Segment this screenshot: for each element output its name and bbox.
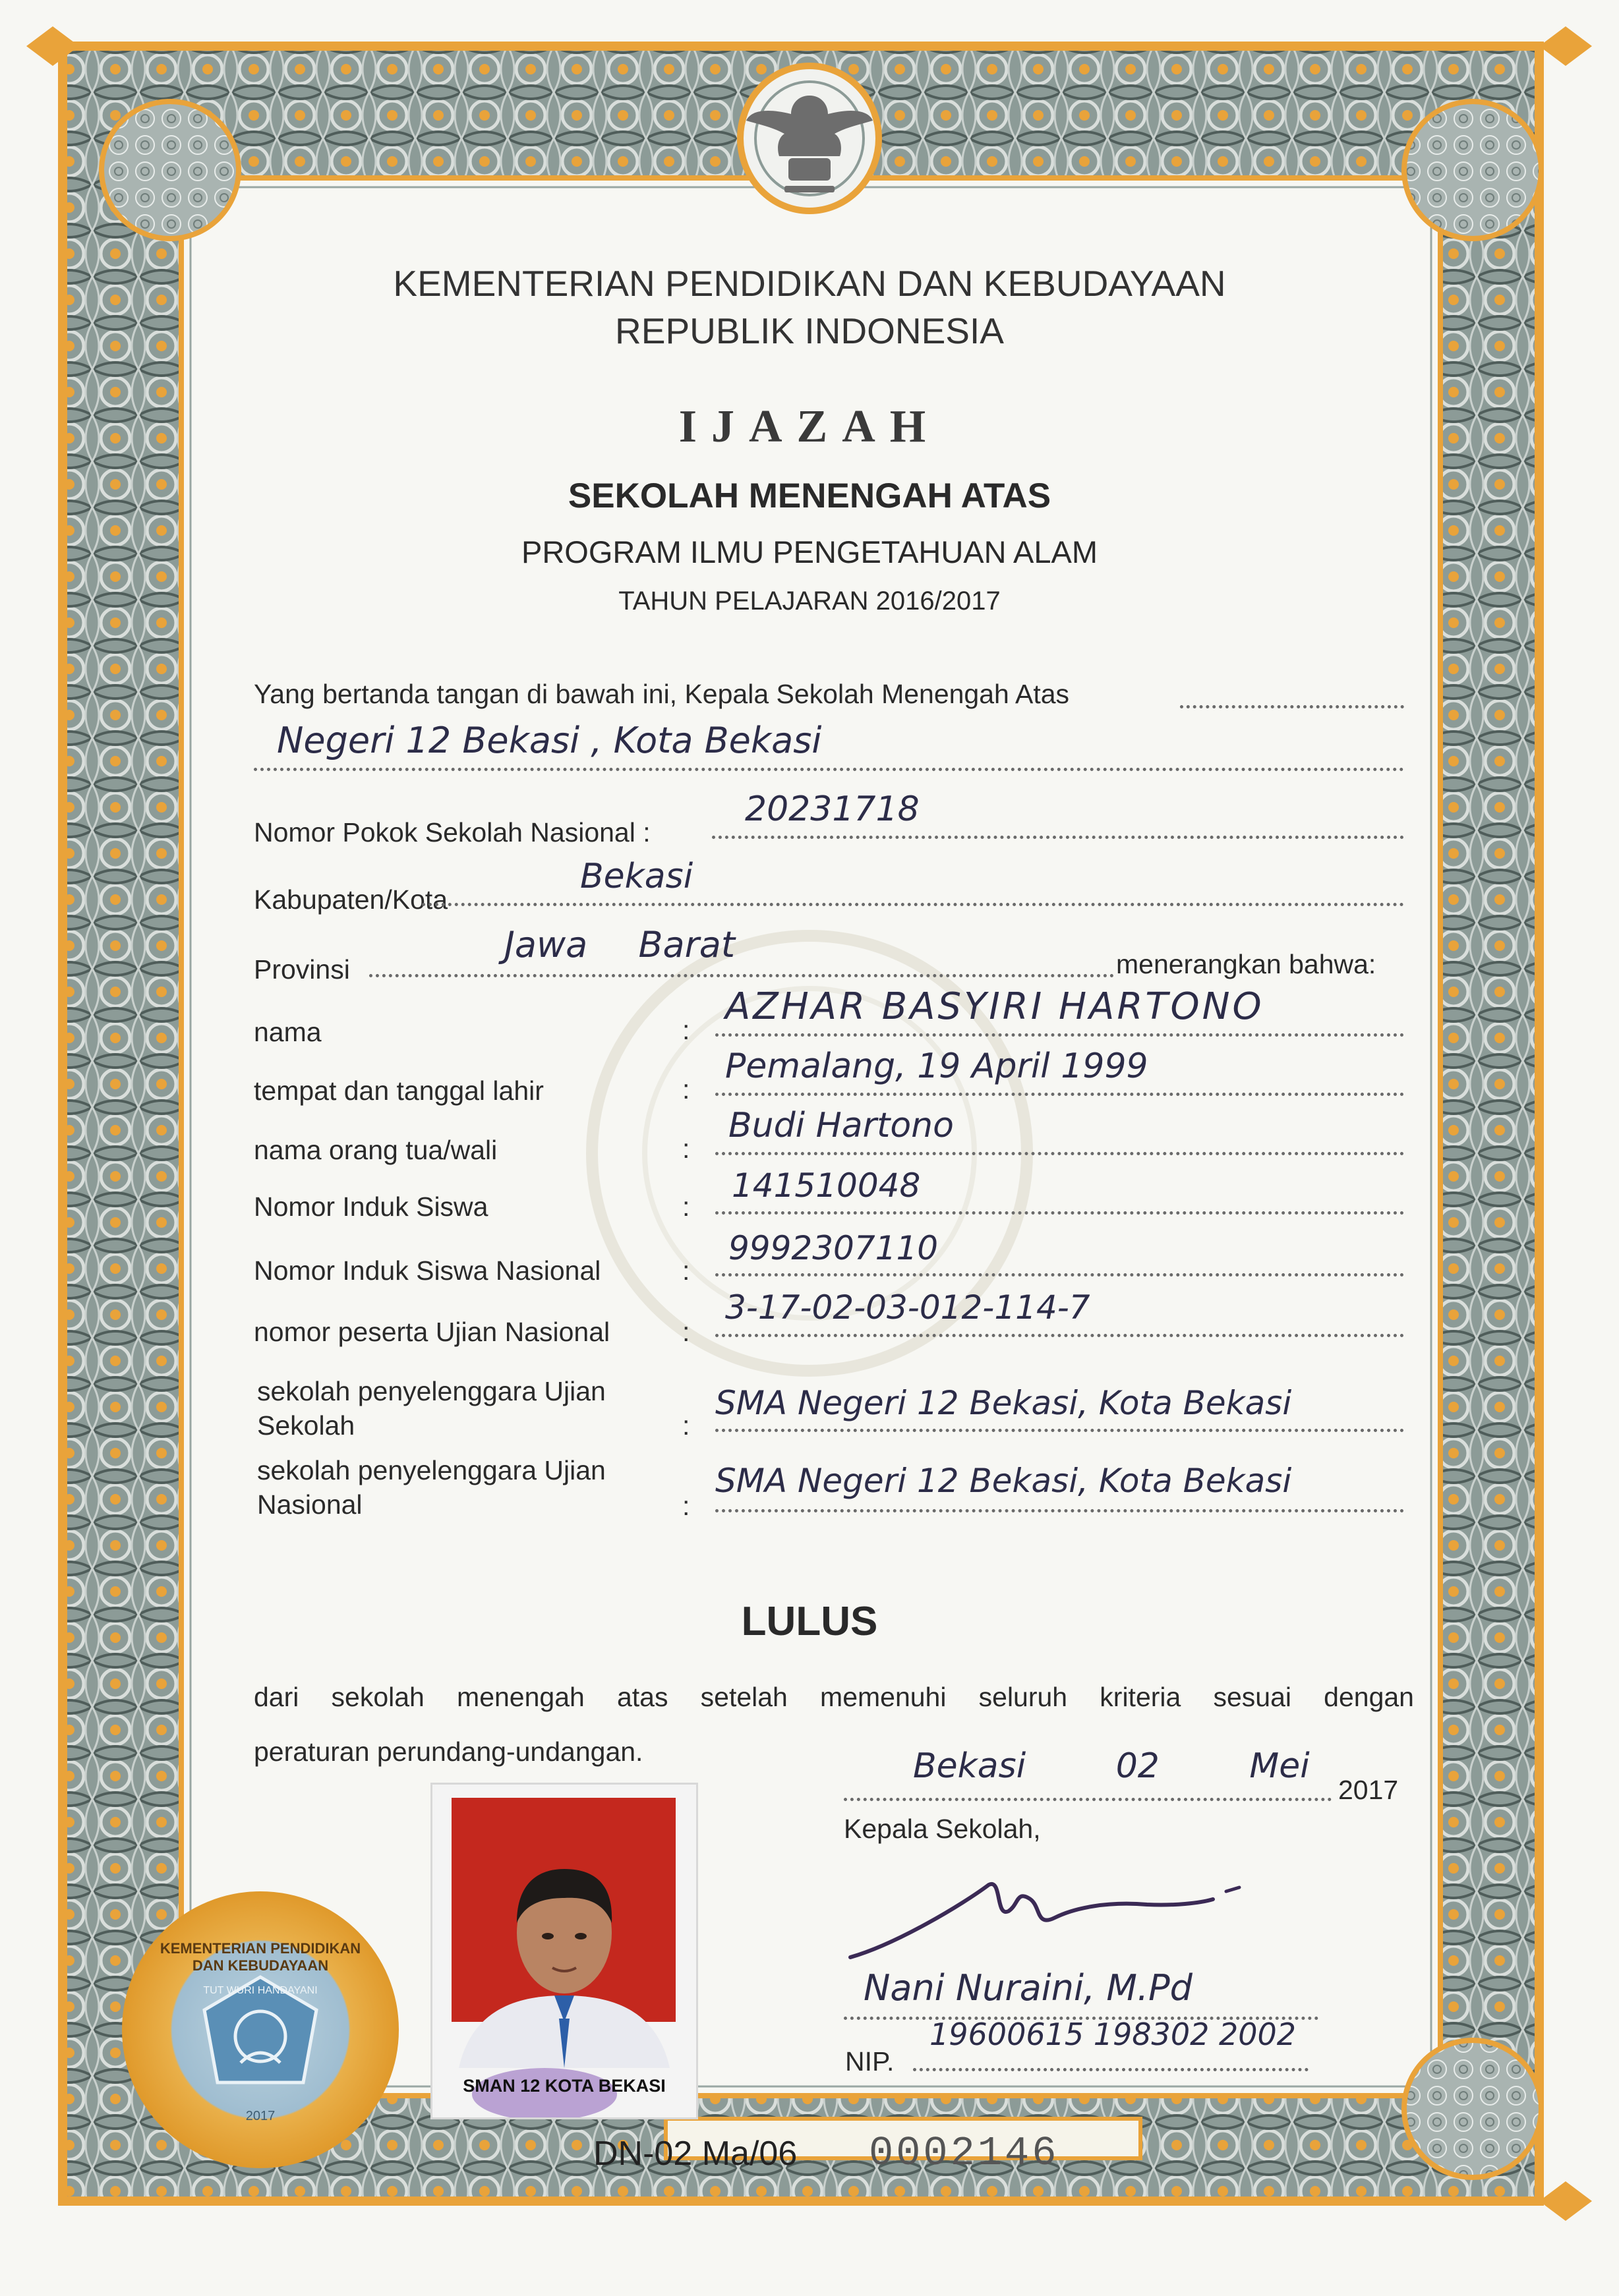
intro-school-name: Negeri 12 Bekasi , Kota Bekasi bbox=[277, 720, 822, 761]
handwritten-signature-icon bbox=[844, 1865, 1252, 1970]
field-value-school-exam-host: SMA Negeri 12 Bekasi, Kota Bekasi bbox=[715, 1384, 1292, 1422]
field-colon: : bbox=[682, 1317, 690, 1347]
photo-caption: SMAN 12 KOTA BEKASI bbox=[463, 2076, 666, 2096]
serial-code: DN-02 Ma/06 bbox=[593, 2135, 798, 2173]
field-dots bbox=[715, 1273, 1404, 1277]
signature-place-date: Bekasi 02 Mei bbox=[913, 1746, 1310, 1786]
certifies-text: menerangkan bahwa: bbox=[1116, 949, 1376, 979]
school-level: SEKOLAH MENENGAH ATAS bbox=[568, 476, 1051, 515]
province-value: Jawa Barat bbox=[504, 924, 736, 965]
serial-number: 0002146 bbox=[869, 2130, 1059, 2177]
result-text-line2: peraturan perundang-undangan. bbox=[254, 1736, 643, 1767]
result-text-line1: dari sekolah menengah atas setelah memenuhi seluruh kriteria sesuai dengan bbox=[254, 1682, 1414, 1712]
field-value-name: AZHAR BASYIRI HARTONO bbox=[725, 985, 1264, 1028]
field-value-nis: 141510048 bbox=[732, 1166, 921, 1205]
npsn-dots bbox=[712, 836, 1404, 839]
field-dots bbox=[715, 1334, 1404, 1337]
nip-dots bbox=[913, 2068, 1309, 2071]
npsn-label: Nomor Pokok Sekolah Nasional : bbox=[254, 817, 651, 847]
field-label-parent: nama orang tua/wali bbox=[254, 1135, 498, 1165]
intro-text: Yang bertanda tangan di bawah ini, Kepala Sekolah Menengah Atas bbox=[254, 679, 1070, 709]
field-colon: : bbox=[682, 1491, 690, 1521]
city-value: Bekasi bbox=[580, 857, 693, 896]
field-colon: : bbox=[682, 1074, 690, 1105]
field-dots bbox=[715, 1033, 1404, 1037]
field-label-birth: tempat dan tanggal lahir bbox=[254, 1076, 544, 1106]
city-dots bbox=[422, 903, 1404, 906]
field-label-nis: Nomor Induk Siswa bbox=[254, 1191, 488, 1222]
field-dots bbox=[715, 1429, 1404, 1432]
field-value-exam-number: 3-17-02-03-012-114-7 bbox=[725, 1288, 1090, 1327]
nip-value: 19600615 198302 2002 bbox=[929, 2017, 1297, 2052]
signature-date-dots bbox=[844, 1798, 1332, 1801]
field-label-exam-number: nomor peserta Ujian Nasional bbox=[254, 1317, 610, 1347]
field-value-nisn: 9992307110 bbox=[728, 1229, 939, 1267]
npsn-value: 20231718 bbox=[745, 789, 920, 829]
field-colon: : bbox=[682, 1134, 690, 1164]
field-dots bbox=[715, 1152, 1404, 1155]
student-photo bbox=[430, 1783, 698, 2119]
ministry-line-1: KEMENTERIAN PENDIDIKAN DAN KEBUDAYAAN bbox=[393, 263, 1226, 304]
document-title: IJAZAH bbox=[678, 401, 941, 452]
province-dots bbox=[369, 974, 1114, 977]
field-dots bbox=[715, 1509, 1404, 1512]
field-value-national-exam-host: SMA Negeri 12 Bekasi, Kota Bekasi bbox=[715, 1462, 1292, 1500]
field-dots bbox=[715, 1093, 1404, 1096]
field-value-birth: Pemalang, 19 April 1999 bbox=[725, 1047, 1148, 1086]
seal-motto: TUT WURI HANDAYANI bbox=[203, 1985, 318, 1996]
ministry-seal bbox=[122, 1891, 399, 2168]
field-colon: : bbox=[682, 1255, 690, 1286]
field-label-national-exam-host: sekolah penyelenggara Ujian Nasional bbox=[257, 1455, 606, 1520]
signature-year: 2017 bbox=[1338, 1775, 1399, 1805]
province-label: Provinsi bbox=[254, 954, 350, 985]
field-colon: : bbox=[682, 1015, 690, 1045]
seal-text: KEMENTERIAN PENDIDIKAN DAN KEBUDAYAAN bbox=[160, 1940, 361, 1974]
signature-name: Nani Nuraini, M.Pd bbox=[864, 1967, 1192, 2009]
program-name: PROGRAM ILMU PENGETAHUAN ALAM bbox=[521, 534, 1098, 569]
field-value-parent: Budi Hartono bbox=[728, 1106, 954, 1145]
nip-label: NIP. bbox=[845, 2046, 895, 2077]
field-label-name: nama bbox=[254, 1017, 322, 1047]
field-dots bbox=[715, 1211, 1404, 1215]
seal-year: 2017 bbox=[245, 2109, 276, 2123]
field-label-school-exam-host: sekolah penyelenggara Ujian Sekolah bbox=[257, 1376, 606, 1441]
result-status: LULUS bbox=[741, 1599, 878, 1644]
student-portrait-icon bbox=[432, 1785, 696, 2117]
field-label-nisn: Nomor Induk Siswa Nasional bbox=[254, 1255, 601, 1286]
signature-role: Kepala Sekolah, bbox=[844, 1814, 1041, 1844]
intro-school-dots bbox=[254, 768, 1404, 771]
field-colon: : bbox=[682, 1410, 690, 1441]
ministry-line-2: REPUBLIK INDONESIA bbox=[615, 310, 1004, 351]
school-year: TAHUN PELAJARAN 2016/2017 bbox=[618, 587, 1001, 616]
city-label: Kabupaten/Kota bbox=[254, 884, 448, 915]
intro-dots bbox=[1180, 705, 1404, 708]
field-colon: : bbox=[682, 1191, 690, 1222]
